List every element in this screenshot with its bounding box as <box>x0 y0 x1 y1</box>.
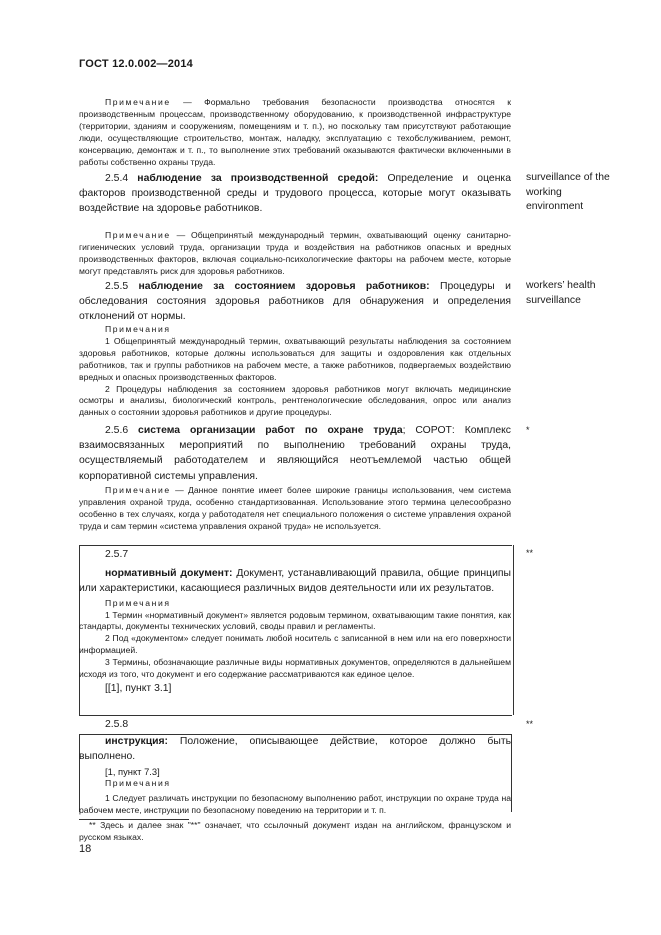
box-border <box>79 545 512 546</box>
term-source: [[1], пункт 3.1] <box>105 682 172 694</box>
term-2-5-5 <box>79 279 511 325</box>
reference-mark: ** <box>526 548 534 558</box>
term-name: нормативный документ: <box>105 568 233 580</box>
term-definition: Документ, устанавливающий правила, общие принципы или характеристики, касающиеся различных видов деятельности или их результатов. <box>79 568 511 595</box>
note-item: 1 Следует различать инструкции по безопасному выполнению работ, инструкции по охране труда на рабочем месте, инструкции по безопасному поведению на территории и т. п. <box>79 793 511 816</box>
note-item: 2 Процедуры наблюдения за состоянием здоровья работников могут включать медицинские осмотры и анализы, биологический контроль, рентгенологические обследования, опрос или анализ данных о состоянии здоровья работников и другие процедуры. <box>79 383 511 418</box>
note-item: 3 Термины, обозначающие различные виды нормативных документов, определяются в дальнейшем исходя из того, что документ и его содержание рассматриваются как единое целое. <box>79 657 511 680</box>
note-label: Примечание <box>105 97 171 107</box>
term-2-5-6 <box>79 423 511 484</box>
notes-label: Примечания <box>105 778 171 789</box>
term-2-5-7 <box>79 547 511 696</box>
page-number: 18 <box>79 843 92 855</box>
term-number: 2.5.6 <box>105 425 129 436</box>
term-entry <box>79 566 511 596</box>
term-number: 2.5.8 <box>105 719 129 730</box>
reference-mark: ** <box>526 719 534 729</box>
term-definition: Процедуры и обследования состояния здоровья работников для обнаружения и определения отклонений от нормы. <box>79 281 511 323</box>
term-entry <box>79 734 511 764</box>
english-equivalent: workers’ health surveillance <box>526 280 596 306</box>
term-name: наблюдение за производственной средой: <box>137 173 379 184</box>
note-block <box>79 97 511 168</box>
note-block <box>79 230 511 278</box>
note-text: — Данное понятие имеет более широкие границы использования, чем система управления охраной труда, особенно стандартизованная. Использование этого термина целесообразно особенно в тех случаях, когда у работодателя нет специального положения о системе управления охраной труда и сам термин «система управления охраной труда» не используется. <box>79 485 511 531</box>
box-border <box>511 734 512 812</box>
note-item: 1 Общепринятый международный термин, охватывающий результаты наблюдения за состоянием здоровья работников, которые должны использоваться для защиты и оздоровления как отдельных работников, так и группы работников на рабочем месте, а также работников, подвергаемых воздействию вредных и опасных производственных факторов. <box>79 335 511 382</box>
note-label: Примечание <box>105 485 171 495</box>
note-block <box>79 485 511 533</box>
footnote-text: ** Здесь и далее знак "**" означает, что ссылочный документ издан на английском, французском и русском языках. <box>79 820 511 842</box>
term-2-5-8 <box>79 717 511 817</box>
term-definition: Комплекс взаимосвязанных мероприятий по выполнению требований охраны труда, осуществляемый работодателем и являющийся неотъемлемой частью общей корпоративной системы управления. <box>79 425 511 482</box>
note-item: 1 Термин «нормативный документ» является родовым термином, охватывающим такие понятия, как стандарты, документы технических условий, своды правил и регламенты. <box>79 609 511 632</box>
note-text: — Общепринятый международный термин, охватывающий оценку санитарно-гигиенических условий труда, организации труда и воздействия на работников опасных и вредных производственных факторов, включая социально-психологические факторы на рабочем месте, которые могут представлять риск для здоровья работников. <box>79 230 511 276</box>
notes-label: Примечания <box>105 324 171 334</box>
footnote <box>79 819 511 843</box>
term-definition: Положение, описывающее действие, которое должно быть выполнено. <box>79 736 511 763</box>
notes-label: Примечания <box>105 597 171 608</box>
term-number: 2.5.7 <box>105 549 129 560</box>
term-abbreviation: ; СОРОТ: <box>402 425 455 436</box>
note-text: — Формально требования безопасности производства относятся к производственным процессам, производственному оборудованию, к производственной инфраструктуре (территории, зданиям и сооружениям, помещениям и т. п.), но поскольку там присутствуют работающие люди, осуществляющие строительство, монтаж, наладку, эксплуатацию с техобслуживанием, ремонт, консервацию, демонтаж и т. п., то выполнение этих требований оказываются фактически включенными в работы собственно охраны труда. <box>79 97 511 167</box>
term-source: [1, пункт 7.3] <box>105 765 160 777</box>
note-label: Примечание <box>105 230 171 240</box>
reference-mark: * <box>526 425 530 435</box>
english-equivalent: surveillance of the working environment <box>526 172 610 213</box>
term-name: система организации работ по охране труда <box>138 425 403 436</box>
term-name: инструкция: <box>105 736 169 748</box>
document-header: ГОСТ 12.0.002—2014 <box>79 58 193 70</box>
term-name: наблюдение за состоянием здоровья работников: <box>138 281 430 292</box>
notes-2-5-5 <box>79 324 511 419</box>
box-border <box>79 715 512 716</box>
note-item: 2 Под «документом» следует понимать любой носитель с записанной в нем или на его поверхности информацией. <box>79 633 511 656</box>
term-2-5-4 <box>79 171 511 217</box>
term-definition: Определение и оценка факторов производственной среды и трудового процесса, которые могут оказывать воздействие на здоровье работников. <box>79 173 511 215</box>
term-number: 2.5.5 <box>105 281 129 292</box>
term-number: 2.5.4 <box>105 173 129 184</box>
